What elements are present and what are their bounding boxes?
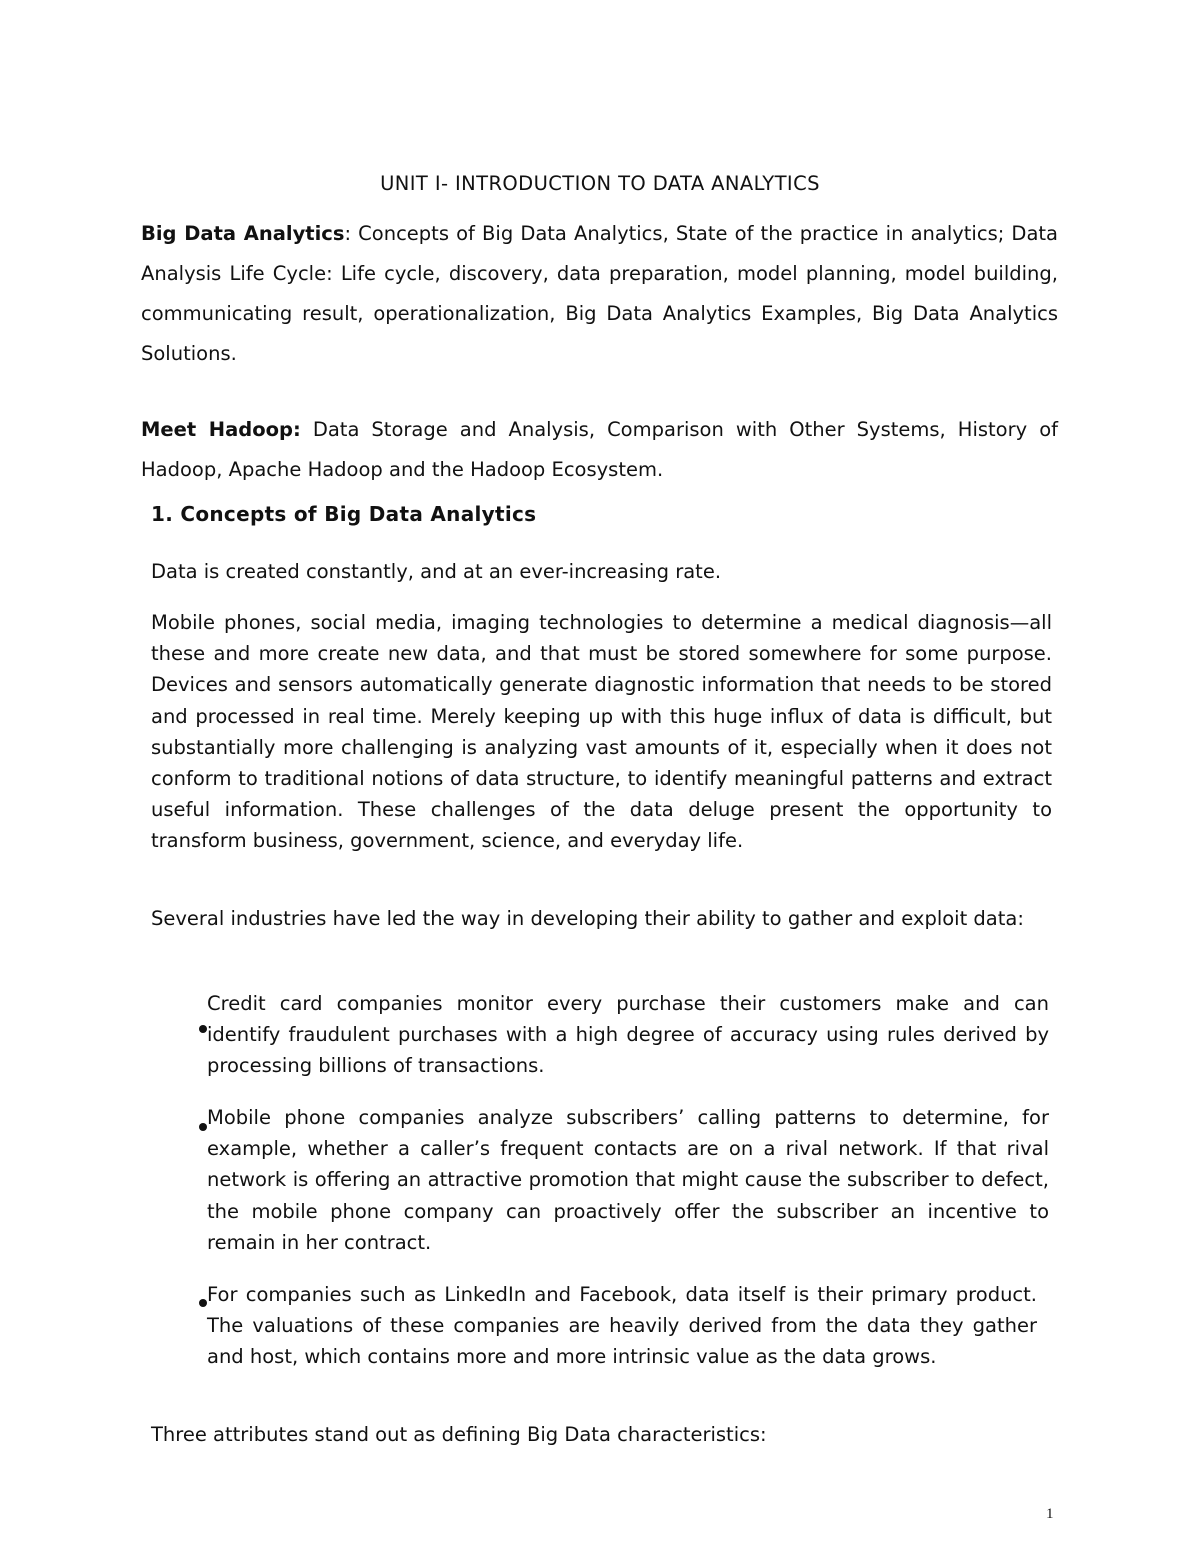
page-number: 1	[1046, 1506, 1054, 1522]
bullet-item-credit-card: Credit card companies monitor every purchase their customers make and can identify fraudulent purchases with a high degree of accuracy using rules derived by processing billions of transactions.	[207, 992, 1049, 1078]
big-data-analytics-paragraph	[141, 214, 1058, 374]
paragraph-mobile-phones: Mobile phones, social media, imaging technologies to determine a medical diagnosis—all these and more create new data, and that must be stored somewhere for some purpose. Devices and sensors automatically generate diagnostic information that needs to be stored and processed in real time. Merely keeping up with this huge influx of data is difficult, but substantially more challenging is analyzing vast amounts of it, especially when it does not conform to traditional notions of data structure, to identify meaningful patterns and extract useful information. These challenges of the data deluge present the opportunity to transform business, government, science, and everyday life.	[151, 611, 1052, 853]
bullet-icon	[199, 1025, 207, 1033]
meet-hadoop-label: Meet Hadoop:	[141, 418, 301, 441]
meet-hadoop-paragraph	[141, 410, 1058, 490]
bullet-icon	[199, 1123, 207, 1131]
paragraph-industries: Several industries have led the way in developing their ability to gather and exploit data:	[151, 907, 1024, 930]
big-data-analytics-text: : Concepts of Big Data Analytics, State of the practice in analytics; Data Analysis Life Cycle: Life cycle, discovery, data preparation, model planning, model building, communicating result, operationalization, Big Data Analytics Examples, Big Data Analytics Solutions.	[141, 222, 1058, 365]
meet-hadoop-text: Data Storage and Analysis, Comparison with Other Systems, History of Hadoop, Apache Hadoop and the Hadoop Ecosystem.	[141, 418, 1058, 481]
paragraph-three-attributes: Three attributes stand out as defining Big Data characteristics:	[151, 1423, 767, 1446]
big-data-analytics-label: Big Data Analytics	[141, 222, 345, 245]
unit-title: UNIT I- INTRODUCTION TO DATA ANALYTICS	[380, 172, 820, 195]
section-heading: 1. Concepts of Big Data Analytics	[151, 502, 537, 526]
bullet-icon	[199, 1299, 207, 1307]
bullet-item-mobile-phone: Mobile phone companies analyze subscribers’ calling patterns to determine, for example, whether a caller’s frequent contacts are on a rival network. If that rival network is offering an attractive promotion that might cause the subscriber to defect, the mobile phone company can proactively offer the subscriber an incentive to remain in her contract.	[207, 1106, 1049, 1254]
bullet-item-linkedin-facebook: For companies such as LinkedIn and Facebook, data itself is their primary product. The valuations of these companies are heavily derived from the data they gather and host, which contains more and more intrinsic value as the data grows.	[207, 1283, 1037, 1369]
paragraph-data-created: Data is created constantly, and at an ever-increasing rate.	[151, 560, 722, 583]
